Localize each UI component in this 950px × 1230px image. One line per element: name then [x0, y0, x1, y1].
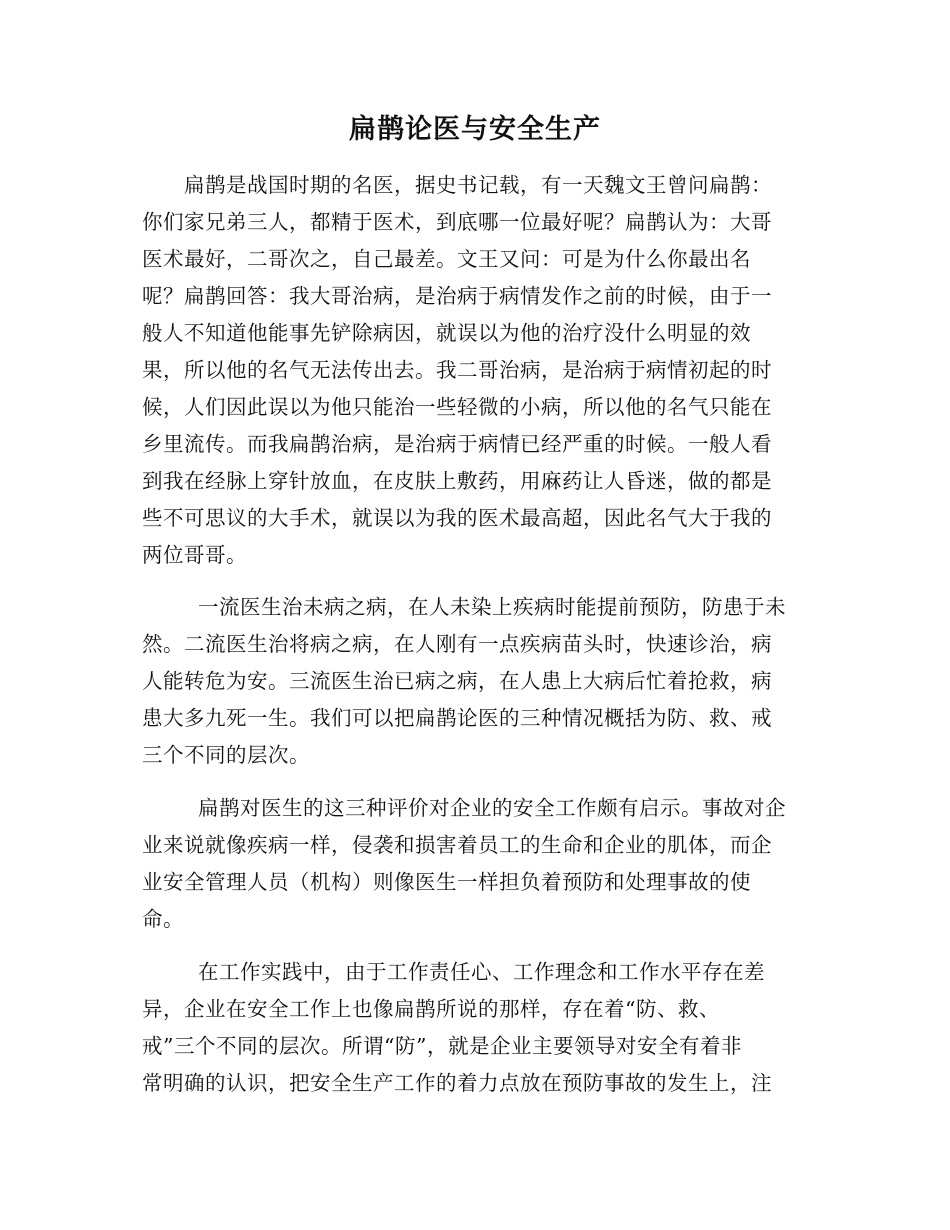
paragraph-line: 扁鹊是战国时期的名医，据史书记载，有一天魏文王曾问扁鹊：: [184, 173, 772, 197]
paragraph-line: 异，企业在安全工作上也像扁鹊所说的那样，存在着“防、救、: [142, 997, 720, 1021]
paragraph-line: 然。二流医生治将病之病，在人刚有一点疾病苗头时，快速诊治，病: [142, 632, 772, 656]
paragraph-line: 你们家兄弟三人，都精于医术，到底哪一位最好呢？扁鹊认为：大哥: [142, 210, 772, 234]
paragraph-line: 一流医生治未病之病，在人未染上疾病时能提前预防，防患于未: [198, 595, 786, 619]
paragraph-3: [142, 790, 806, 938]
paragraph-line: 医术最好，二哥次之，自己最差。文王又问：可是为什么你最出名: [142, 247, 751, 271]
paragraph-line: 常明确的认识，把安全生产工作的着力点放在预防事故的发生上，注: [142, 1071, 772, 1095]
paragraph-line: 般人不知道他能事先铲除病因，就误以为他的治疗没什么明显的效: [142, 321, 751, 345]
paragraph-line: 两位哥哥。: [142, 543, 247, 567]
paragraph-line: 戒”三个不同的层次。所谓“防”，就是企业主要领导对安全有着非: [142, 1034, 742, 1058]
paragraph-line: 扁鹊对医生的这三种评价对企业的安全工作颇有启示。事故对企: [198, 796, 786, 820]
paragraph-line: 业来说就像疾病一样，侵袭和损害着员工的生命和企业的肌体，而企: [142, 833, 772, 857]
paragraph-line: 患大多九死一生。我们可以把扁鹊论医的三种情况概括为防、救、戒: [142, 706, 772, 730]
paragraph-line: 呢？扁鹊回答：我大哥治病，是治病于病情发作之前的时候，由于一: [142, 284, 772, 308]
paragraph-line: 乡里流传。而我扁鹊治病，是治病于病情已经严重的时候。一般人看: [142, 432, 772, 456]
paragraph-4: [142, 954, 806, 1102]
paragraph-line: 人能转危为安。三流医生治已病之病，在人患上大病后忙着抢救，病: [142, 669, 772, 693]
paragraph-line: 在工作实践中，由于工作责任心、工作理念和工作水平存在差: [198, 960, 765, 984]
paragraph-line: 三个不同的层次。: [142, 743, 310, 767]
paragraph-line: 果，所以他的名气无法传出去。我二哥治病，是治病于病情初起的时: [142, 358, 772, 382]
paragraph-1: [142, 167, 806, 574]
paragraph-line: 到我在经脉上穿针放血，在皮肤上敷药，用麻药让人昏迷，做的都是: [142, 469, 772, 493]
paragraph-line: 些不可思议的大手术，就误以为我的医术最高超，因此名气大于我的: [142, 506, 772, 530]
paragraph-line: 候，人们因此误以为他只能治一些轻微的小病，所以他的名气只能在: [142, 395, 772, 419]
document-title: 扁鹊论医与安全生产: [349, 114, 601, 145]
paragraph-2: [142, 589, 806, 774]
paragraph-line: 命。: [142, 907, 184, 931]
paragraph-line: 业安全管理人员（机构）则像医生一样担负着预防和处理事故的使: [142, 870, 751, 894]
